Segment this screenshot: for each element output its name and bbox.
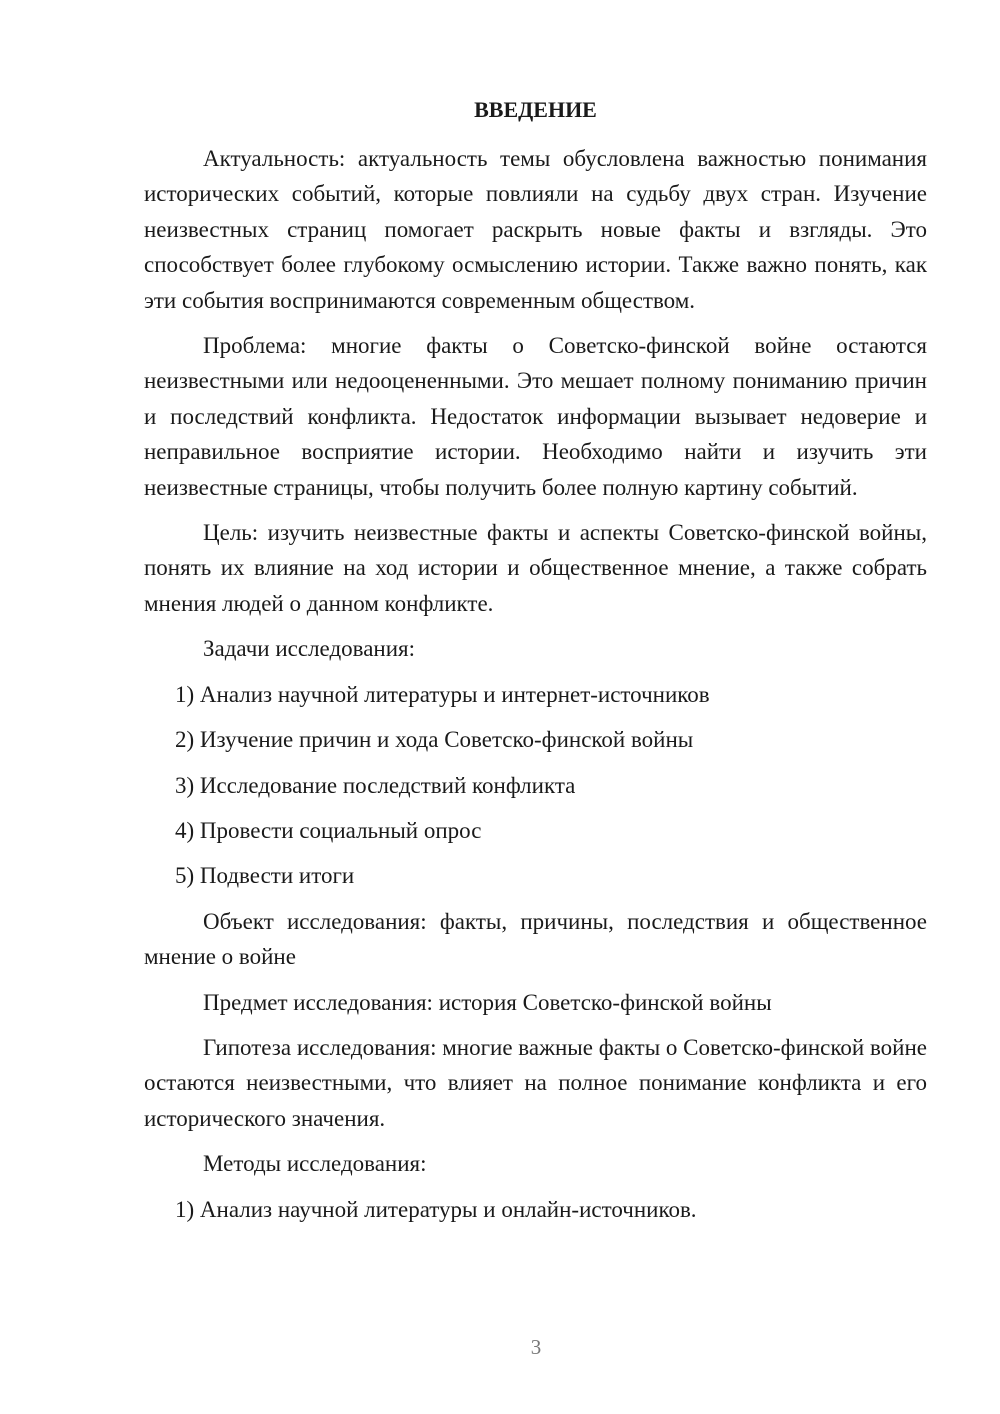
subject-paragraph: Предмет исследования: история Советско-финской войны	[203, 989, 772, 1015]
list-item: 5) Подвести итоги	[175, 863, 355, 889]
relevance-paragraph: Актуальность: актуальность темы обусловлена важностью понимания исторических событий, которые повлияли на судьбу двух стран. Изучение неизвестных страниц помогает раскрыть новые факты и взгляды. Это способствует более глубокому осмыслению истории. Также важно понять, как эти события воспринимаются современным обществом.	[144, 146, 927, 313]
page-number: 3	[530, 1335, 542, 1359]
tasks-heading: Задачи исследования:	[203, 636, 416, 662]
methods-list	[144, 1192, 927, 1227]
object-paragraph: Объект исследования: факты, причины, последствия и общественное мнение о войне	[144, 908, 927, 970]
list-item: 1) Анализ научной литературы и интернет-источников	[175, 681, 710, 707]
list-item: 4) Провести социальный опрос	[175, 817, 482, 843]
list-item: 3) Исследование последствий конфликта	[175, 772, 576, 798]
tasks-list	[144, 677, 927, 894]
methods-heading: Методы исследования:	[203, 1151, 427, 1177]
list-item: 2) Изучение причин и хода Советско-финской войны	[175, 727, 694, 753]
goal-paragraph: Цель: изучить неизвестные факты и аспекты Советско-финской войны, понять их влияние на ход истории и общественное мнение, а также собрать мнения людей о данном конфликте.	[144, 520, 927, 616]
hypothesis-paragraph: Гипотеза исследования: многие важные факты о Советско-финской войне остаются неизвестными, что влияет на полное понимание конфликта и его исторического значения.	[144, 1034, 927, 1131]
list-item: 1) Анализ научной литературы и онлайн-источников.	[175, 1196, 697, 1222]
page-title: ВВЕДЕНИЕ	[474, 97, 597, 122]
page-body	[144, 92, 927, 1237]
problem-paragraph: Проблема: многие факты о Советско-финской войне остаются неизвестными или недооцененными. Это мешает полному пониманию причин и последствий конфликта. Недостаток информации вызывает недоверие и неправильное восприятие истории. Необходимо найти и изучить эти неизвестные страницы, чтобы получить более полную картину событий.	[144, 333, 927, 500]
